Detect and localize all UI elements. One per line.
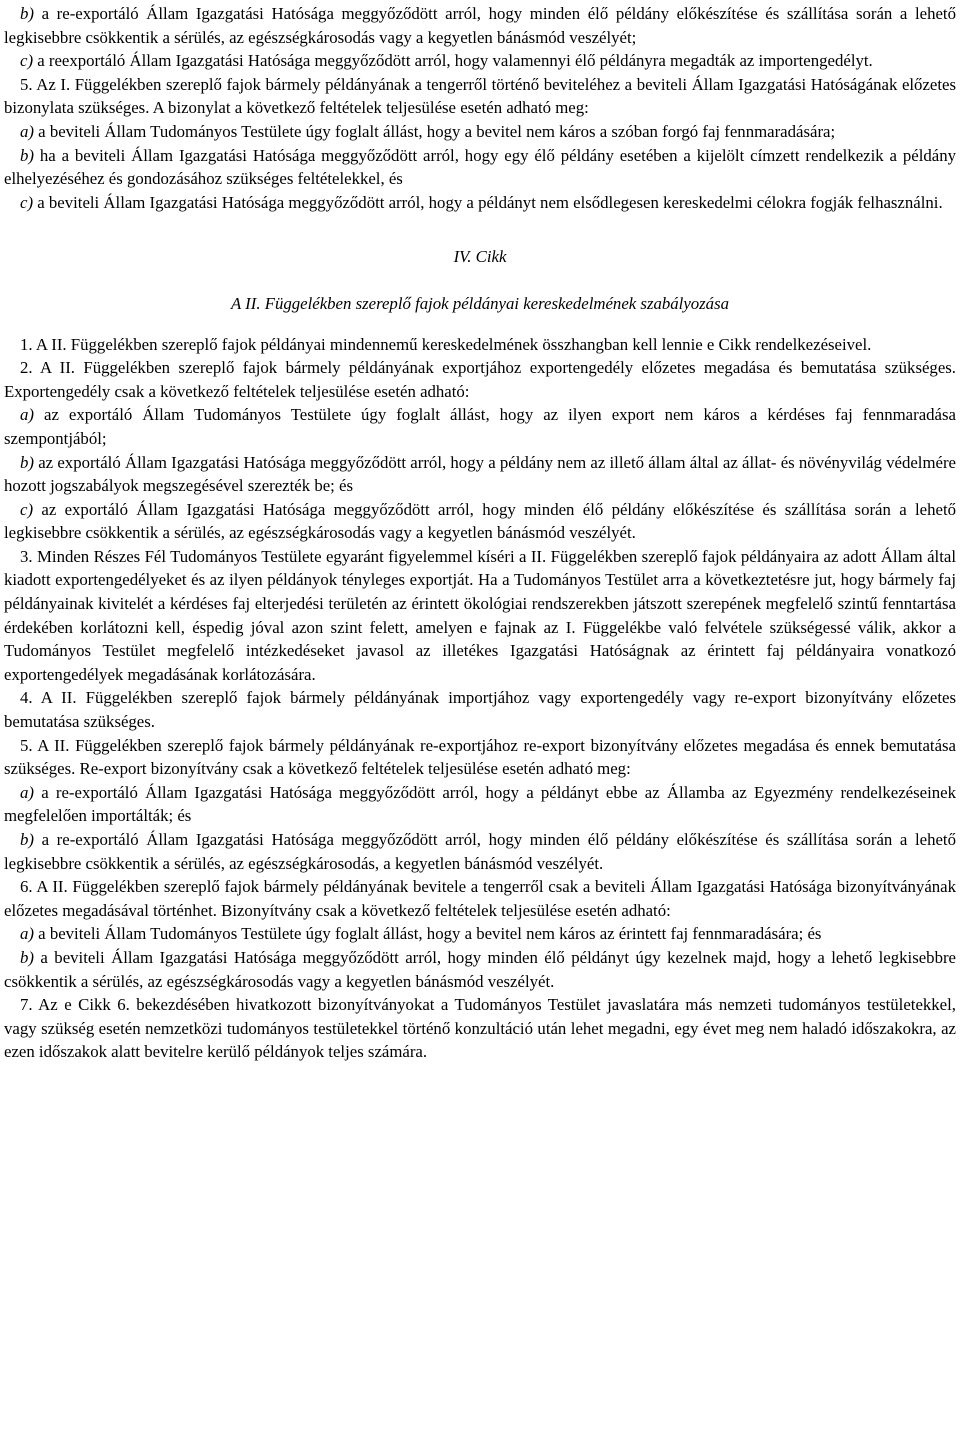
item-label: a) [20,924,34,944]
paragraph-text: 7. Az e Cikk 6. bekezdésében hivatkozott bizonyítványokat a Tudományos Testület javaslatára más nemzeti tudományos testületekkel, vagy szükség esetén nemzetközi tudományos testületekkel történő konzultáció után lehet megadni, egy évet meg nem haladó időszakokra, az ezen időszakok alatt bevitelre kerülő példányok teljes számára. [4,995,956,1062]
item-label: b) [20,830,34,849]
paragraph-text: 5. Az I. Függelékben szereplő fajok bármely példányának a tengerről történő beviteléhez a beviteli Állam Igazgatási Hatóságának előzetes bizonylata szükséges. A bizonylat a következő feltételek teljesülése esetén adható meg: [4,74,956,118]
paragraph-text: 5. A II. Függelékben szereplő fajok bármely példányának re-exportjához re-export bizonyítvány előzetes megadása és ennek bemutatása szükséges. Re-export bizonyítvány csak a következő feltételek teljesülése esetén adható meg: [4,735,956,779]
paragraph-text: az exportáló Állam Tudományos Testülete úgy foglalt állást, hogy az ilyen export nem káros a kérdéses faj fennmaradása szempontjából; [4,405,956,448]
paragraph-text: a reexportáló Állam Igazgatási Hatósága meggyőződött arról, hogy valamennyi élő példányra megadták az importengedélyt. [33,51,873,71]
section-top [4,2,956,214]
article-title: A II. Függelékben szereplő fajok példányai kereskedelmének szabályozása [231,293,729,313]
paragraph-7 [4,993,956,1064]
article-number: IV. Cikk [453,247,507,267]
item-label: a) [20,405,34,425]
paragraph-5-a [4,120,956,144]
paragraph-2-a [4,403,956,450]
item-label: b) [20,145,34,165]
paragraph-text: az exportáló Állam Igazgatási Hatósága meggyőződött arról, hogy minden élő példány előkészítése és szállítása során a lehető legkisebbre csökkentik a sérülés, az egészségkárosodás vagy a kegyetlen bánásmód veszélyét. [4,499,956,543]
paragraph-top-b [4,2,956,49]
paragraph-text: 1. A II. Függelékben szereplő fajok példányai mindennemű kereskedelmének összhangban kell lennie e Cikk rendelkezéseivel. [20,334,872,354]
paragraph-5-reexport-a [4,781,956,828]
item-label: b) [20,947,34,967]
paragraph-2-c [4,498,956,545]
paragraph-3 [4,545,956,687]
item-label: a) [20,782,34,802]
paragraph-text: a re-exportáló Állam Igazgatási Hatósága meggyőződött arról, hogy minden élő példány előkészítése és szállítása során a lehető legkisebbre csökkentik a sérülés, az egészségkárosodás, a kegyetlen bánásmód veszélyét. [4,830,956,873]
paragraph-text: ha a beviteli Állam Igazgatási Hatósága meggyőződött arról, hogy egy élő példány esetében a kijelölt címzett rendelkezik a példány elhelyezéséhez és gondozásához szükséges feltételekkel, és [4,145,956,189]
paragraph-text: 3. Minden Részes Fél Tudományos Testülete egyaránt figyelemmel kíséri a II. Függelékben szereplő fajok példányaira az adott Állam által kiadott exportengedélyeket és az ilyen példányok tényleges exportját. Ha a Tudományos Testület arra a következtetésre jut, hogy bármely faj példányainak kivitelét a kérdéses faj elterjedési területén az érintett ökológiai rendszerekben játszott szerepének megfelelő szintű fenntartása érdekében korlátozni kell, éspedig jóval azon szint felett, amelyen e fajnak az I. Függelékbe való felvétele szükségessé válik, akkor a Tudományos Testület megfelelő intézkedéseket javasol az illetékes Igazgatási Hatóságnak az érintett faj példányaira vonatkozó exportengedélyek megadásának korlátozására. [4,546,956,684]
paragraph-6 [4,875,956,922]
paragraph-5-b [4,144,956,191]
paragraph-5-reexport [4,734,956,781]
item-label: b) [20,4,34,23]
paragraph-text: a beviteli Állam Igazgatási Hatósága meggyőződött arról, hogy a példányt nem elsődlegesen kereskedelmi célokra fogják felhasználni. [33,192,943,212]
paragraph-top-c [4,49,956,73]
paragraph-2 [4,356,956,403]
paragraph-text: a beviteli Állam Tudományos Testülete úgy foglalt állást, hogy a bevitel nem káros az érintett faj fennmaradására; és [33,924,822,944]
paragraph-text: 2. A II. Függelékben szereplő fajok bármely példányának exportjához exportengedély előzetes megadása és bemutatása szükséges. Exportengedély csak a következő feltételek teljesülése esetén adható: [4,358,956,401]
paragraph-1 [4,333,956,357]
paragraph-6-b [4,946,956,993]
paragraph-text: 4. A II. Függelékben szereplő fajok bármely példányának importjához vagy exportengedély vagy re-export bizonyítvány előzetes bemutatása szükséges. [4,688,956,732]
paragraph-text: a beviteli Állam Tudományos Testülete úgy foglalt állást, hogy a bevitel nem káros a szóban forgó faj fennmaradására; [33,121,836,141]
paragraph-text: a re-exportáló Állam Igazgatási Hatósága meggyőződött arról, hogy a példányt ebbe az Államba az Egyezmény rendelkezéseinek megfelelően importálták; és [4,782,956,826]
item-label: a) [20,121,34,141]
paragraph-text: a re-exportáló Állam Igazgatási Hatósága meggyőződött arról, hogy minden élő példány előkészítése és szállítása során a lehető legkisebbre csökkentik a sérülés, az egészségkárosodás vagy a kegyetlen bánásmód veszélyét; [4,4,956,47]
paragraph-text: a beviteli Állam Igazgatási Hatósága meggyőződött arról, hogy minden élő példányt úgy kezelnek majd, hogy a lehető legkisebbre csökkentik a sérülés, az egészségkárosodás vagy a kegyetlen bánásmód veszélyét. [4,947,956,991]
item-label: c) [20,192,34,212]
paragraph-5-c [4,191,956,215]
paragraph-4 [4,686,956,733]
item-label: c) [20,499,34,519]
paragraph-6-a [4,922,956,946]
paragraph-text: az exportáló Állam Igazgatási Hatósága meggyőződött arról, hogy a példány nem az illető állam által az állat- és növényvilág védelmére hozott jogszabályok megszegésével szerezték be; és [4,452,956,496]
paragraph-5 [4,73,956,120]
item-label: b) [20,452,34,472]
paragraph-text: 6. A II. Függelékben szereplő fajok bármely példányának bevitele a tengerről csak a beviteli Állam Igazgatási Hatósága bizonyítványának előzetes megadásával történhet. Bizonyítvány csak a következő feltételek teljesülése esetén adható: [4,877,956,920]
paragraph-2-b [4,451,956,498]
section-bottom [4,333,956,1064]
paragraph-5-reexport-b [4,828,956,875]
item-label: c) [20,51,34,71]
